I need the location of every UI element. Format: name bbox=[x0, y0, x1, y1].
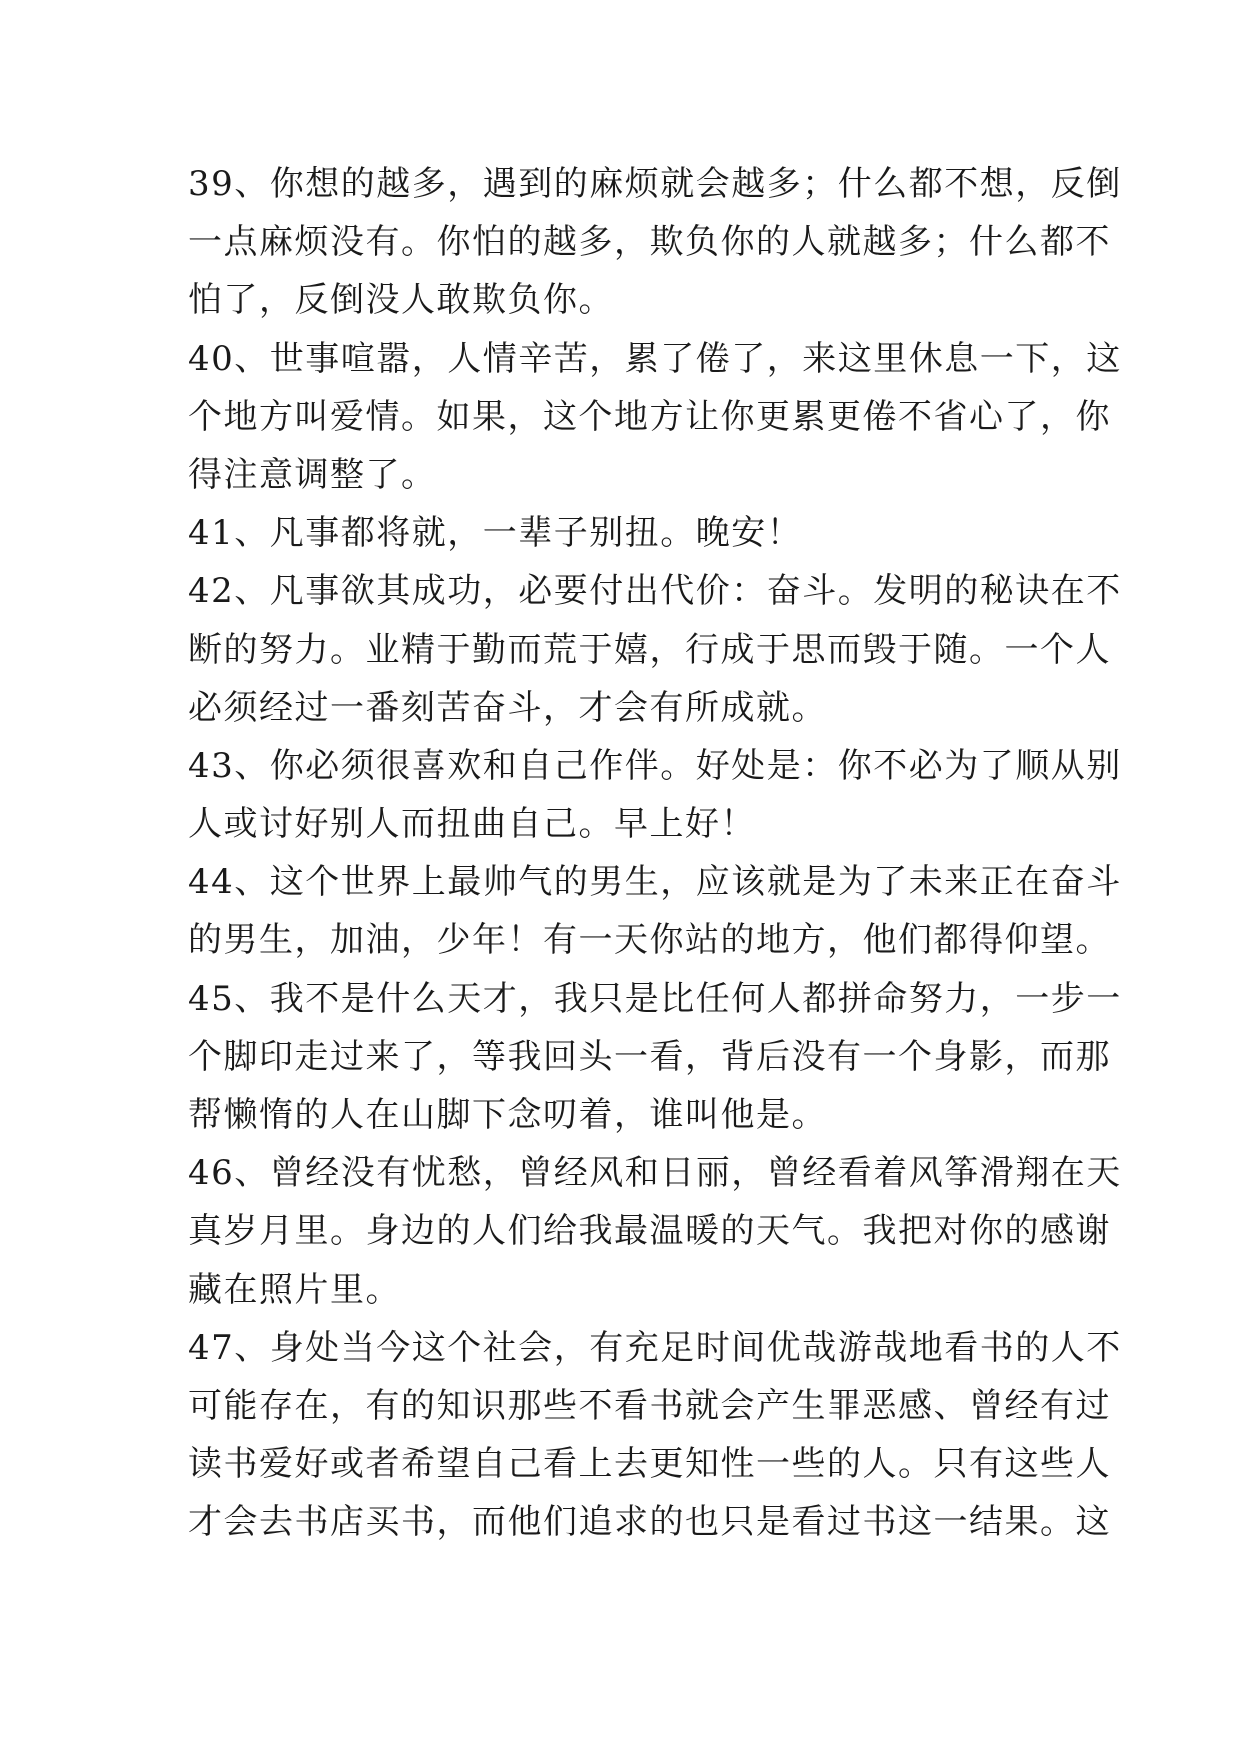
text-line: 个脚印走过来了，等我回头一看，背后没有一个身影，而那 bbox=[188, 1036, 1111, 1077]
text-line: 一点麻烦没有。你怕的越多，欺负你的人就越多；什么都不 bbox=[188, 222, 1111, 263]
document-body bbox=[188, 155, 1122, 1552]
text-line: 读书爱好或者希望自己看上去更知性一些的人。只有这些人 bbox=[188, 1444, 1111, 1485]
text-line: 44、这个世界上最帅气的男生，应该就是为了未来正在奋斗 bbox=[188, 862, 1122, 903]
text-line: 的男生，加油，少年！有一天你站的地方，他们都得仰望。 bbox=[188, 920, 1111, 961]
text-line: 41、凡事都将就，一辈子别扭。晚安！ bbox=[188, 513, 803, 554]
text-line: 43、你必须很喜欢和自己作伴。好处是：你不必为了顺从别 bbox=[188, 745, 1122, 786]
text-line: 断的努力。业精于勤而荒于嬉，行成于思而毁于随。一个人 bbox=[188, 629, 1111, 670]
text-line: 必须经过一番刻苦奋斗，才会有所成就。 bbox=[188, 687, 827, 728]
text-line: 47、身处当今这个社会，有充足时间优哉游哉地看书的人不 bbox=[188, 1327, 1122, 1368]
text-line: 42、凡事欲其成功，必要付出代价：奋斗。发明的秘诀在不 bbox=[188, 571, 1122, 612]
text-line: 45、我不是什么天才，我只是比任何人都拼命努力，一步一 bbox=[188, 978, 1122, 1019]
text-line: 帮懒惰的人在山脚下念叨着，谁叫他是。 bbox=[188, 1095, 827, 1135]
text-line: 个地方叫爱情。如果，这个地方让你更累更倦不省心了，你 bbox=[188, 396, 1111, 437]
text-line: 46、曾经没有忧愁，曾经风和日丽，曾经看着风筝滑翔在天 bbox=[188, 1153, 1122, 1194]
text-line: 真岁月里。身边的人们给我最温暖的天气。我把对你的感谢 bbox=[188, 1211, 1111, 1252]
text-line: 得注意调整了。 bbox=[188, 454, 437, 495]
text-line: 怕了，反倒没人敢欺负你。 bbox=[188, 280, 614, 321]
text-line: 39、你想的越多，遇到的麻烦就会越多；什么都不想，反倒 bbox=[188, 164, 1122, 204]
text-line: 藏在照片里。 bbox=[188, 1269, 401, 1310]
text-line: 人或讨好别人而扭曲自己。早上好！ bbox=[188, 804, 756, 845]
text-line: 才会去书店买书，而他们追求的也只是看过书这一结果。这 bbox=[188, 1502, 1111, 1543]
text-line: 可能存在，有的知识那些不看书就会产生罪恶感、曾经有过 bbox=[188, 1385, 1111, 1426]
text-line: 40、世事喧嚣，人情辛苦，累了倦了，来这里休息一下，这 bbox=[188, 338, 1122, 379]
